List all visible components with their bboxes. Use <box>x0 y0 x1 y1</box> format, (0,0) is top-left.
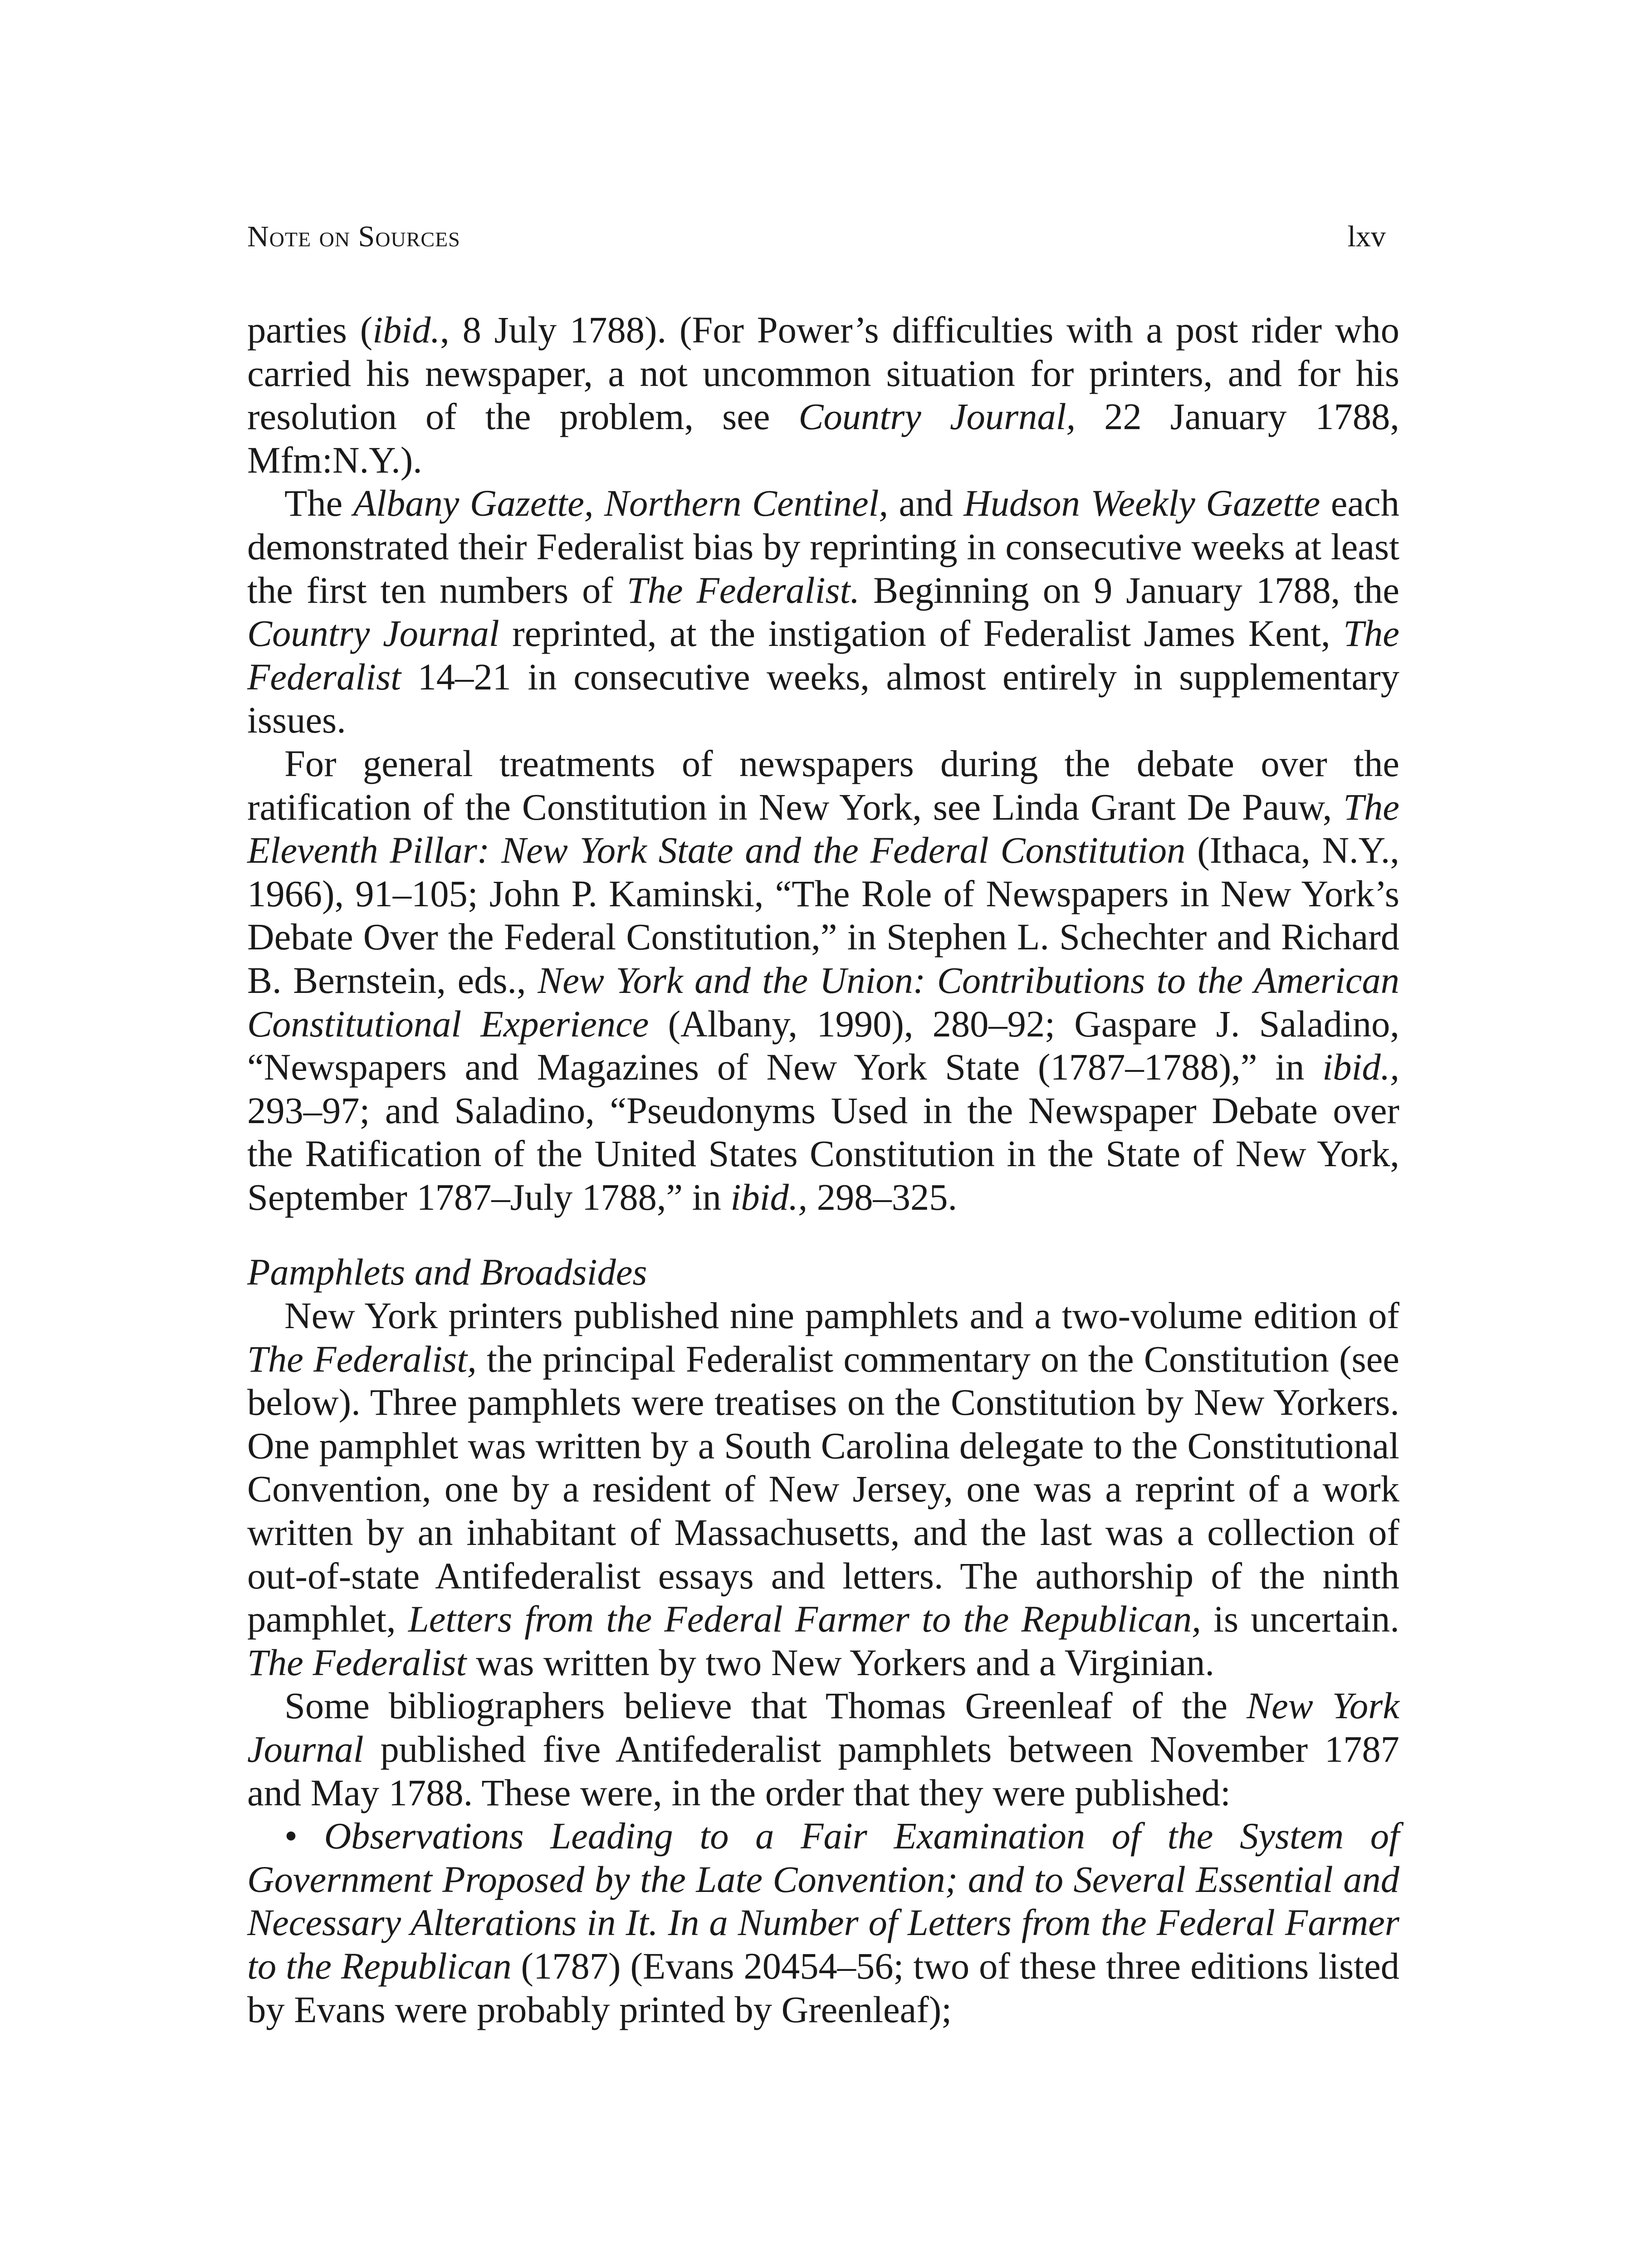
text-run: New York printers published nine pamphlets and a two-volume edition of <box>284 1295 1399 1337</box>
text-run: Beginning on 9 January 1788, the <box>860 569 1400 611</box>
text-run: reprinted, at the instigation of Federalist James Kent, <box>499 612 1344 655</box>
italic-text: The Federalist <box>247 612 1399 698</box>
italic-text: Albany Gazette, Northern Centinel, <box>353 482 889 524</box>
body-text <box>247 308 1399 2031</box>
text-run: (Ithaca, N.Y., 1966), 91–105; John P. Kaminski, “The Role of Newspapers in New York’s Debate Over the Federal Constitution,” in Stephen L. Schechter and Richard B. Bernstein, eds., <box>247 829 1399 1001</box>
text-run: For general treatments of newspapers during the debate over the ratification of the Constitution in New York, see Linda Grant De Pauw, <box>247 742 1399 828</box>
italic-text: The Federalist <box>247 1641 467 1683</box>
text-run: (1787) (Evans 20454–56; two of these three editions listed by Evans were probably printed by Greenleaf); <box>247 1945 1399 2030</box>
paragraph-continuation <box>247 308 1399 482</box>
text-run: , 8 July 1788). (For Power’s difficulties with a post rider who carried his newspaper, a not uncommon situation for printers, and for his resolution of the problem, see <box>247 309 1399 438</box>
text-run: each demonstrated their Federalist bias by reprinting in consecutive weeks at least the first ten numbers of <box>247 482 1399 611</box>
bullet-item-observations <box>247 1814 1399 2031</box>
text-run: and <box>888 482 964 524</box>
italic-text: ibid., <box>1322 1046 1399 1088</box>
italic-text: The Federalist. <box>626 569 860 611</box>
section-heading-pamphlets <box>247 1251 1399 1294</box>
text-run: The <box>284 482 353 524</box>
italic-text: Observations Leading to a Fair Examination of the System of Government Proposed by the Late Convention; and to Several Essential and Necessary Alterations in It. In a Number of Letters from the Federal Farmer to the Republican <box>247 1815 1400 1987</box>
paragraph-albany-gazette <box>247 482 1399 742</box>
text-run: 22 January 1788, Mfm:N.Y.). <box>247 396 1399 481</box>
italic-text: Country Journal, <box>798 396 1076 438</box>
text-run: 14–21 in consecutive weeks, almost entirely in supplementary issues. <box>247 655 1399 741</box>
italic-text: Hudson Weekly Gazette <box>963 482 1320 524</box>
text-run: 293–97; and Saladino, “Pseudonyms Used in the Newspaper Debate over the Ratification of the United States Constitution in the State of New York, September 1787–July 1788,” in <box>247 1089 1399 1218</box>
italic-text: ibid. <box>372 309 440 351</box>
italic-text: The Federalist, <box>247 1338 477 1380</box>
italic-text: Pamphlets and Broadsides <box>247 1251 647 1293</box>
text-run: is uncertain. <box>1201 1598 1399 1640</box>
paragraph-pamphlets-overview <box>247 1294 1399 1684</box>
text-run: 298–325. <box>807 1176 958 1218</box>
italic-text: Country Journal <box>247 612 499 655</box>
paragraph-general-treatments <box>247 742 1399 1219</box>
text-run: parties ( <box>247 309 373 351</box>
italic-text: New York and the Union: Contributions to the American Constitutional Experience <box>247 959 1400 1045</box>
text-run: the principal Federalist commentary on the Constitution (see below). Three pamphlets were treatises on the Constitution by New Yorkers. One pamphlet was written by a South Carolina delegate to the Constitutional Convention, one by a resident of New Jersey, one was a reprint of a work written by an inhabitant of Massachusetts, and the last was a collection of out-of-state Antifederalist essays and letters. The authorship of the ninth pamphlet, <box>247 1338 1399 1640</box>
paragraph-greenleaf <box>247 1684 1399 1814</box>
page-number: lxv <box>1347 220 1386 253</box>
italic-text: New York Journal <box>247 1685 1399 1770</box>
italic-text: Letters from the Federal Farmer to the Republican, <box>408 1598 1201 1640</box>
text-run: (Albany, 1990), 280–92; Gaspare J. Saladino, “Newspapers and Magazines of New York State (1787–1788),” in <box>247 1002 1400 1088</box>
italic-text: ibid., <box>730 1176 808 1218</box>
text-run: published five Antifederalist pamphlets between November 1787 and May 1788. These were, in the order that they were published: <box>247 1728 1399 1813</box>
running-head-title: Note on Sources <box>247 220 460 253</box>
text-run: Some bibliographers believe that Thomas Greenleaf of the <box>284 1685 1247 1727</box>
running-head <box>247 219 1386 255</box>
text-run: was written by two New Yorkers and a Virginian. <box>466 1641 1215 1683</box>
italic-text: The Eleventh Pillar: New York State and the Federal Constitution <box>247 786 1399 871</box>
text-run: • <box>284 1815 324 1857</box>
